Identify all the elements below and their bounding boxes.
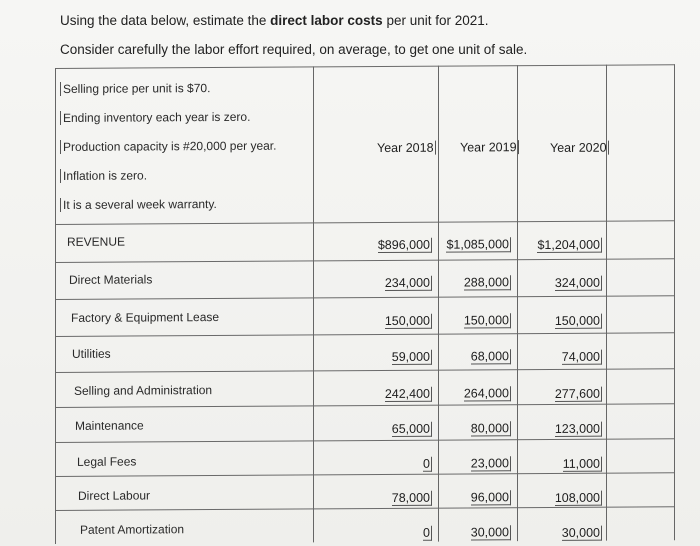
cell-value: 23,000 (470, 456, 509, 471)
row-divider (55, 295, 675, 300)
row-label-legal-fees: Legal Fees (77, 454, 137, 469)
row-label-direct-labour: Direct Labour (78, 488, 151, 503)
question-text: Using the data below, estimate the (60, 13, 271, 28)
cell-value: 30,000 (470, 525, 509, 540)
row-label-maintenance: Maintenance (75, 418, 144, 433)
cell-value: 68,000 (470, 349, 509, 364)
year-header-2020: Year 2020 (550, 140, 607, 155)
cell-value: 288,000 (463, 275, 509, 290)
row-divider (55, 438, 675, 443)
column-divider (438, 66, 439, 542)
question-emphasis: direct labor costs (270, 13, 383, 28)
column-divider (313, 66, 314, 542)
cell-value: 150,000 (463, 313, 509, 328)
cell-value: 150,000 (384, 313, 430, 328)
cell-value: 11,000 (562, 456, 600, 471)
cell-value: $1,204,000 (537, 237, 600, 253)
row-divider (55, 368, 675, 373)
cell-value: $1,085,000 (446, 237, 509, 252)
row-label-selling-admin: Selling and Administration (74, 383, 213, 398)
question-line-1 (60, 13, 489, 28)
row-label-factory-lease: Factory & Equipment Lease (71, 309, 220, 325)
cell-value: $896,000 (377, 237, 430, 253)
cell-value: 59,000 (391, 349, 430, 364)
question-text-end: per unit for 2021. (382, 13, 489, 28)
column-divider (606, 65, 607, 541)
cell-value: 30,000 (561, 525, 600, 540)
row-label-utilities: Utilities (72, 346, 111, 361)
table-top-border (55, 64, 675, 69)
intro-line (63, 81, 210, 96)
cell-value: 96,000 (470, 490, 509, 505)
row-label-patent-amortization: Patent Amortization (80, 522, 185, 537)
cell-value: 234,000 (384, 275, 430, 290)
row-divider (55, 403, 675, 408)
column-divider (517, 65, 518, 541)
year-header-2019: Year 2019 (460, 140, 517, 155)
intro-text: Production capacity is #20,000 per year. (60, 139, 276, 154)
intro-line (63, 139, 276, 154)
cell-value: 242,400 (384, 386, 430, 401)
cell-value: 65,000 (391, 421, 430, 436)
table-left-border (55, 68, 56, 544)
row-divider (55, 332, 675, 337)
cell-value: 78,000 (391, 490, 430, 505)
cell-value: 264,000 (463, 386, 509, 401)
table-right-border (674, 64, 675, 540)
intro-text: Selling price per unit is $70. (60, 81, 210, 96)
year-header-2018: Year 2018 (377, 140, 434, 156)
intro-line (63, 110, 250, 125)
cell-value: 277,600 (554, 386, 600, 401)
cell-value: 0 (423, 525, 430, 540)
row-divider (55, 506, 675, 511)
question-line-2: Consider carefully the labor effort required, on average, to get one unit of sale. (60, 42, 528, 57)
cell-value: 80,000 (470, 421, 509, 436)
intro-text: It is a several week warranty. (60, 197, 217, 212)
row-label-revenue: REVENUE (67, 234, 126, 249)
cell-value: 123,000 (554, 421, 600, 436)
cost-table (55, 64, 675, 544)
row-label-direct-materials: Direct Materials (69, 272, 153, 287)
row-divider (55, 472, 675, 477)
cell-value: 0 (423, 456, 430, 471)
intro-text: Ending inventory each year is zero. (60, 110, 250, 125)
cell-value: 324,000 (554, 275, 600, 290)
intro-line (63, 197, 217, 212)
cell-value: 108,000 (554, 490, 600, 505)
intro-text: Inflation is zero. (60, 168, 147, 183)
intro-line (63, 168, 147, 183)
cell-value: 74,000 (561, 349, 600, 364)
row-divider (55, 258, 675, 263)
cell-value: 150,000 (554, 313, 600, 328)
row-divider (55, 220, 675, 225)
